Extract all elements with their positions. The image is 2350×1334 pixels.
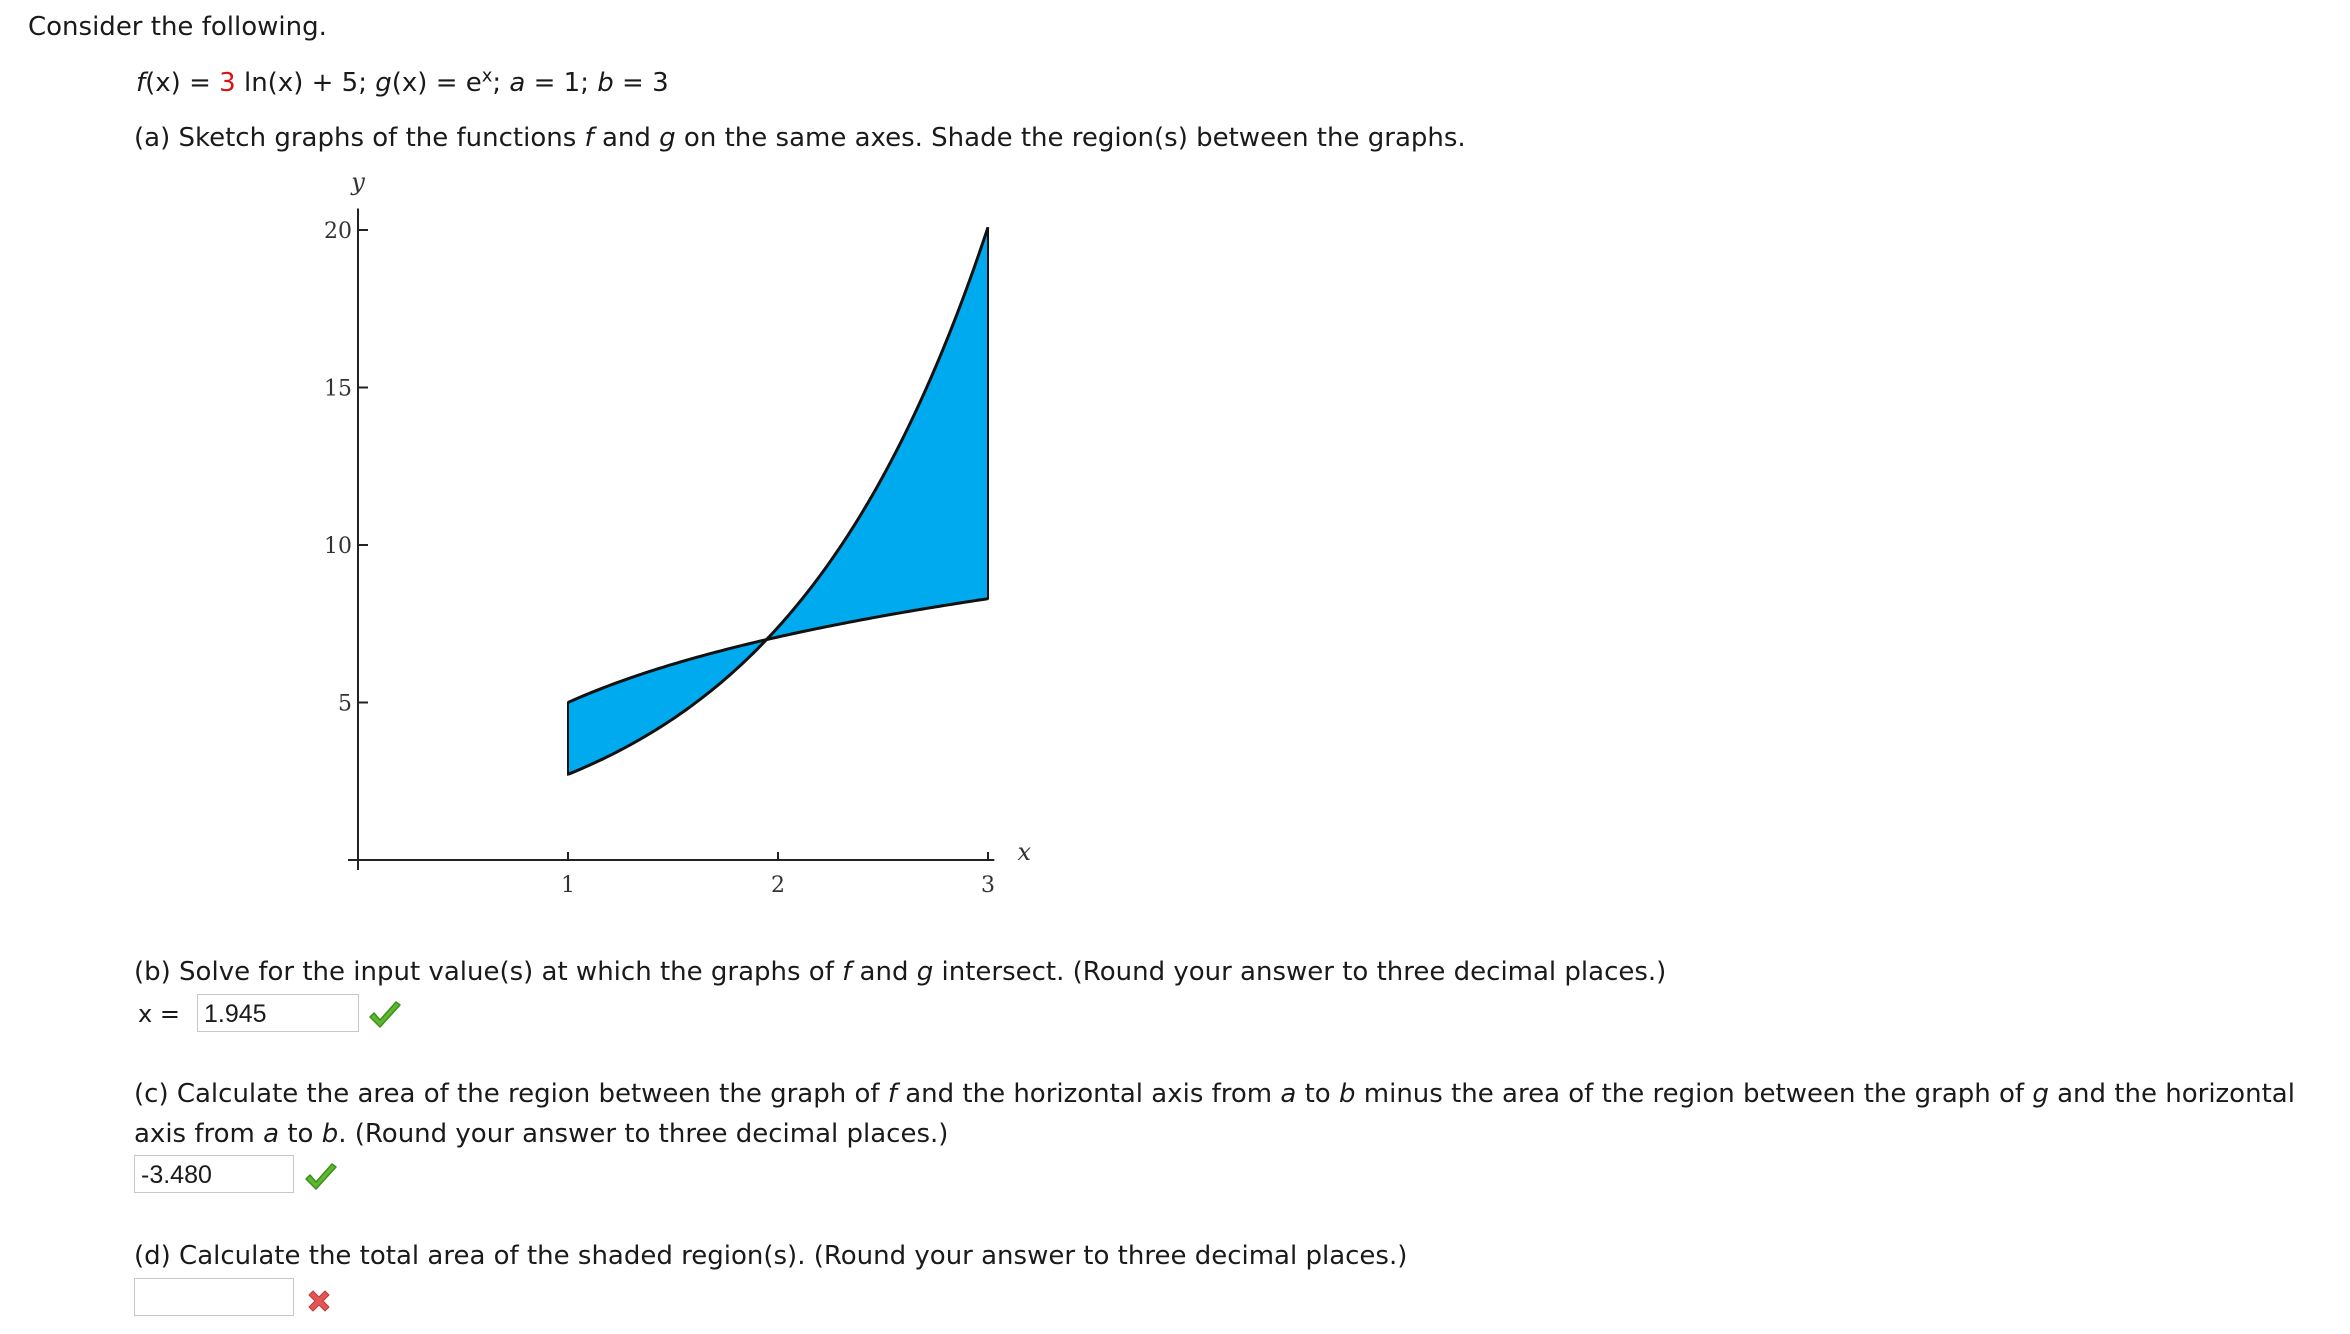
f-lhs: (x) = bbox=[145, 68, 220, 98]
y-axis-label: y bbox=[351, 168, 365, 196]
part-c-to2: to bbox=[279, 1119, 322, 1149]
a-value: = 1; bbox=[525, 68, 598, 98]
part-a-f: f bbox=[584, 123, 594, 153]
part-a-post: on the same axes. Shade the region(s) between the graphs. bbox=[675, 123, 1466, 153]
chart bbox=[300, 160, 1080, 900]
y-tick-label: 5 bbox=[338, 691, 352, 717]
x-mark-icon bbox=[304, 1286, 334, 1316]
shaded-region bbox=[568, 227, 988, 774]
y-tick-label: 20 bbox=[324, 219, 352, 244]
part-c-mid: and the horizontal axis from bbox=[896, 1079, 1281, 1109]
b-label: b bbox=[597, 68, 614, 98]
x-tick-label: 2 bbox=[771, 873, 785, 898]
x-axis-label: x bbox=[1017, 838, 1032, 866]
check-icon bbox=[367, 1000, 403, 1032]
part-a-mid: and bbox=[593, 123, 660, 153]
part-b-post: intersect. (Round your answer to three decimal places.) bbox=[933, 957, 1667, 987]
part-b-answer-input[interactable]: 1.945 bbox=[197, 994, 359, 1032]
part-b-x-label: x = bbox=[138, 1000, 180, 1028]
y-tick-label: 10 bbox=[324, 534, 352, 559]
part-c-post: minus the area of the region between the graph of bbox=[1355, 1079, 2033, 1109]
f-coefficient: 3 bbox=[219, 68, 236, 98]
part-c-line2-post: . (Round your answer to three decimal places.) bbox=[338, 1119, 949, 1149]
part-b-mid: and bbox=[851, 957, 917, 987]
part-c-a2: a bbox=[263, 1119, 280, 1149]
part-a-g: g bbox=[659, 123, 676, 153]
part-b-f: f bbox=[842, 957, 852, 987]
part-c-a: a bbox=[1280, 1079, 1297, 1109]
part-c-line2 bbox=[134, 1119, 948, 1149]
part-b-pre: (b) Solve for the input value(s) at which the graphs of bbox=[134, 957, 843, 987]
y-tick-label: 15 bbox=[324, 376, 352, 402]
part-d-text: (d) Calculate the total area of the shaded region(s). (Round your answer to three decimal places.) bbox=[134, 1241, 1408, 1271]
part-c-b2: b bbox=[321, 1119, 339, 1149]
g-exponent: x bbox=[481, 65, 493, 87]
intro-text: Consider the following. bbox=[28, 12, 327, 42]
part-c-line1 bbox=[134, 1079, 2295, 1109]
part-a-text bbox=[134, 123, 1466, 153]
part-c-pre: (c) Calculate the area of the region between the graph of bbox=[134, 1079, 888, 1109]
part-c-f: f bbox=[887, 1079, 897, 1109]
part-c-answer-input[interactable]: -3.480 bbox=[134, 1155, 294, 1193]
part-c-b: b bbox=[1338, 1079, 1356, 1109]
part-c-to: to bbox=[1296, 1079, 1339, 1109]
g-lhs: (x) = e bbox=[391, 68, 482, 98]
a-label: a bbox=[509, 68, 526, 98]
part-d-answer-input[interactable] bbox=[134, 1278, 294, 1316]
f-label: f bbox=[136, 68, 146, 98]
part-b-g: g bbox=[916, 957, 934, 987]
f-rest: ln(x) + 5; bbox=[235, 68, 376, 98]
x-tick-label: 1 bbox=[561, 873, 575, 898]
x-tick-label: 3 bbox=[981, 873, 995, 898]
part-a-pre: (a) Sketch graphs of the functions bbox=[134, 123, 585, 153]
part-c-end: and the horizontal bbox=[2048, 1079, 2295, 1109]
functions-line bbox=[136, 65, 669, 98]
g-label: g bbox=[375, 68, 392, 98]
separator: ; bbox=[492, 68, 510, 98]
part-c-g: g bbox=[2032, 1079, 2049, 1109]
check-icon bbox=[303, 1162, 339, 1194]
b-value: = 3 bbox=[613, 68, 669, 98]
part-b-text bbox=[134, 957, 1666, 987]
part-c-line2-pre: axis from bbox=[134, 1119, 264, 1149]
